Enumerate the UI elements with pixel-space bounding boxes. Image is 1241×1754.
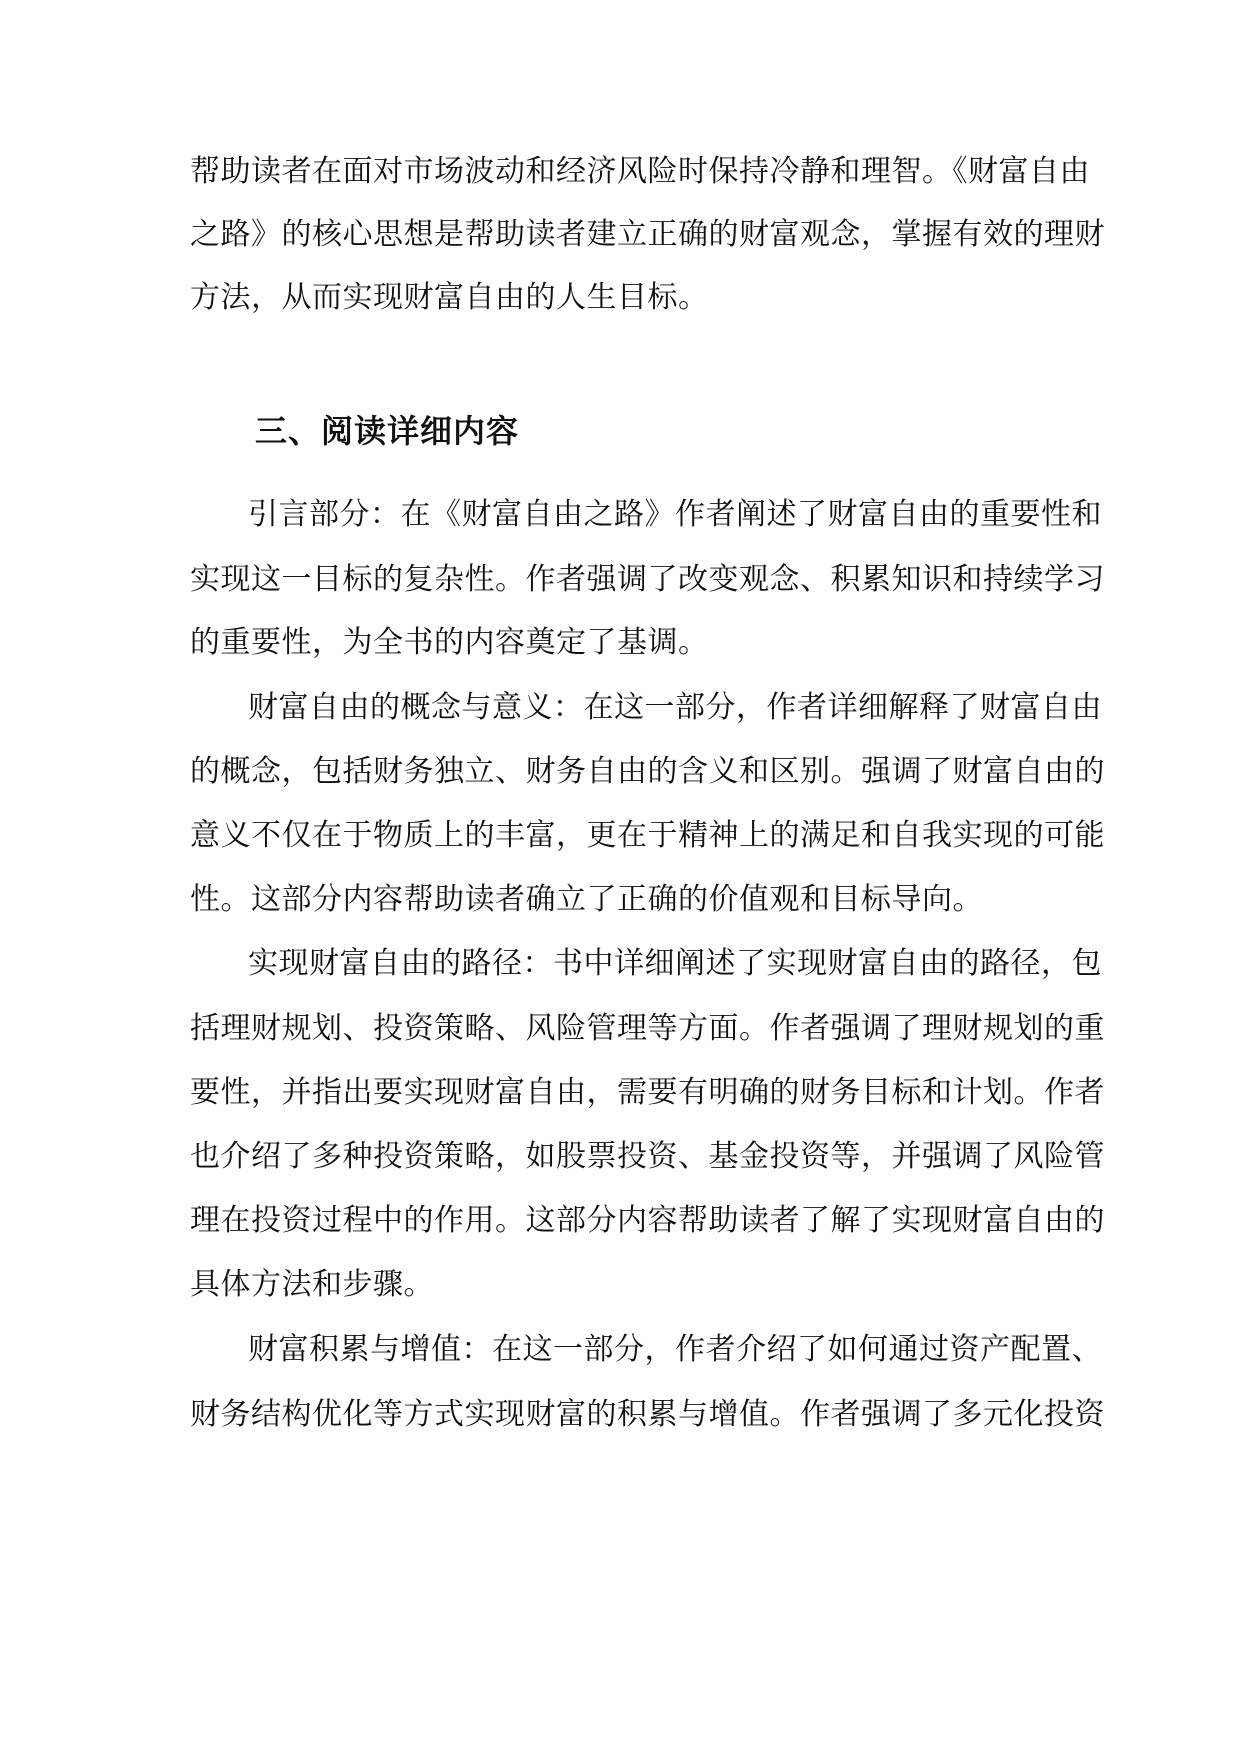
paragraph-3-line-4: 也介绍了多种投资策略，如股票投资、基金投资等，并强调了风险管 [190, 1139, 1105, 1174]
paragraph-1-line-1: 引言部分：在《财富自由之路》作者阐述了财富自由的重要性和 [248, 497, 1102, 532]
paragraph-4-line-2: 财务结构优化等方式实现财富的积累与增值。作者强调了多元化投资 [190, 1397, 1105, 1432]
paragraph-2-line-2: 的概念，包括财务独立、财务自由的含义和区别。强调了财富自由的 [190, 754, 1105, 789]
paragraph-3-line-3: 要性，并指出要实现财富自由，需要有明确的财务目标和计划。作者 [190, 1075, 1105, 1110]
section-heading: 三、阅读详细内容 [255, 412, 520, 450]
paragraph-2-line-3: 意义不仅在于物质上的丰富，更在于精神上的满足和自我实现的可能 [190, 818, 1105, 853]
intro-line-2: 之路》的核心思想是帮助读者建立正确的财富观念，掌握有效的理财 [190, 217, 1105, 252]
paragraph-3-line-1: 实现财富自由的路径：书中详细阐述了实现财富自由的路径，包 [248, 946, 1102, 981]
paragraph-3-line-5: 理在投资过程中的作用。这部分内容帮助读者了解了实现财富自由的 [190, 1203, 1105, 1238]
paragraph-3-line-2: 括理财规划、投资策略、风险管理等方面。作者强调了理财规划的重 [190, 1011, 1105, 1046]
paragraph-1-line-2: 实现这一目标的复杂性。作者强调了改变观念、积累知识和持续学习 [190, 562, 1105, 597]
intro-line-3: 方法，从而实现财富自由的人生目标。 [190, 280, 709, 315]
paragraph-2-line-4: 性。这部分内容帮助读者确立了正确的价值观和目标导向。 [190, 882, 983, 917]
paragraph-3-line-6: 具体方法和步骤。 [190, 1267, 434, 1302]
paragraph-1-line-3: 的重要性，为全书的内容奠定了基调。 [190, 625, 709, 660]
paragraph-2-line-1: 财富自由的概念与意义：在这一部分，作者详细解释了财富自由 [248, 690, 1102, 725]
paragraph-4-line-1: 财富积累与增值：在这一部分，作者介绍了如何通过资产配置、 [248, 1332, 1102, 1367]
intro-line-1: 帮助读者在面对市场波动和经济风险时保持冷静和理智。《财富自由 [190, 154, 1090, 189]
